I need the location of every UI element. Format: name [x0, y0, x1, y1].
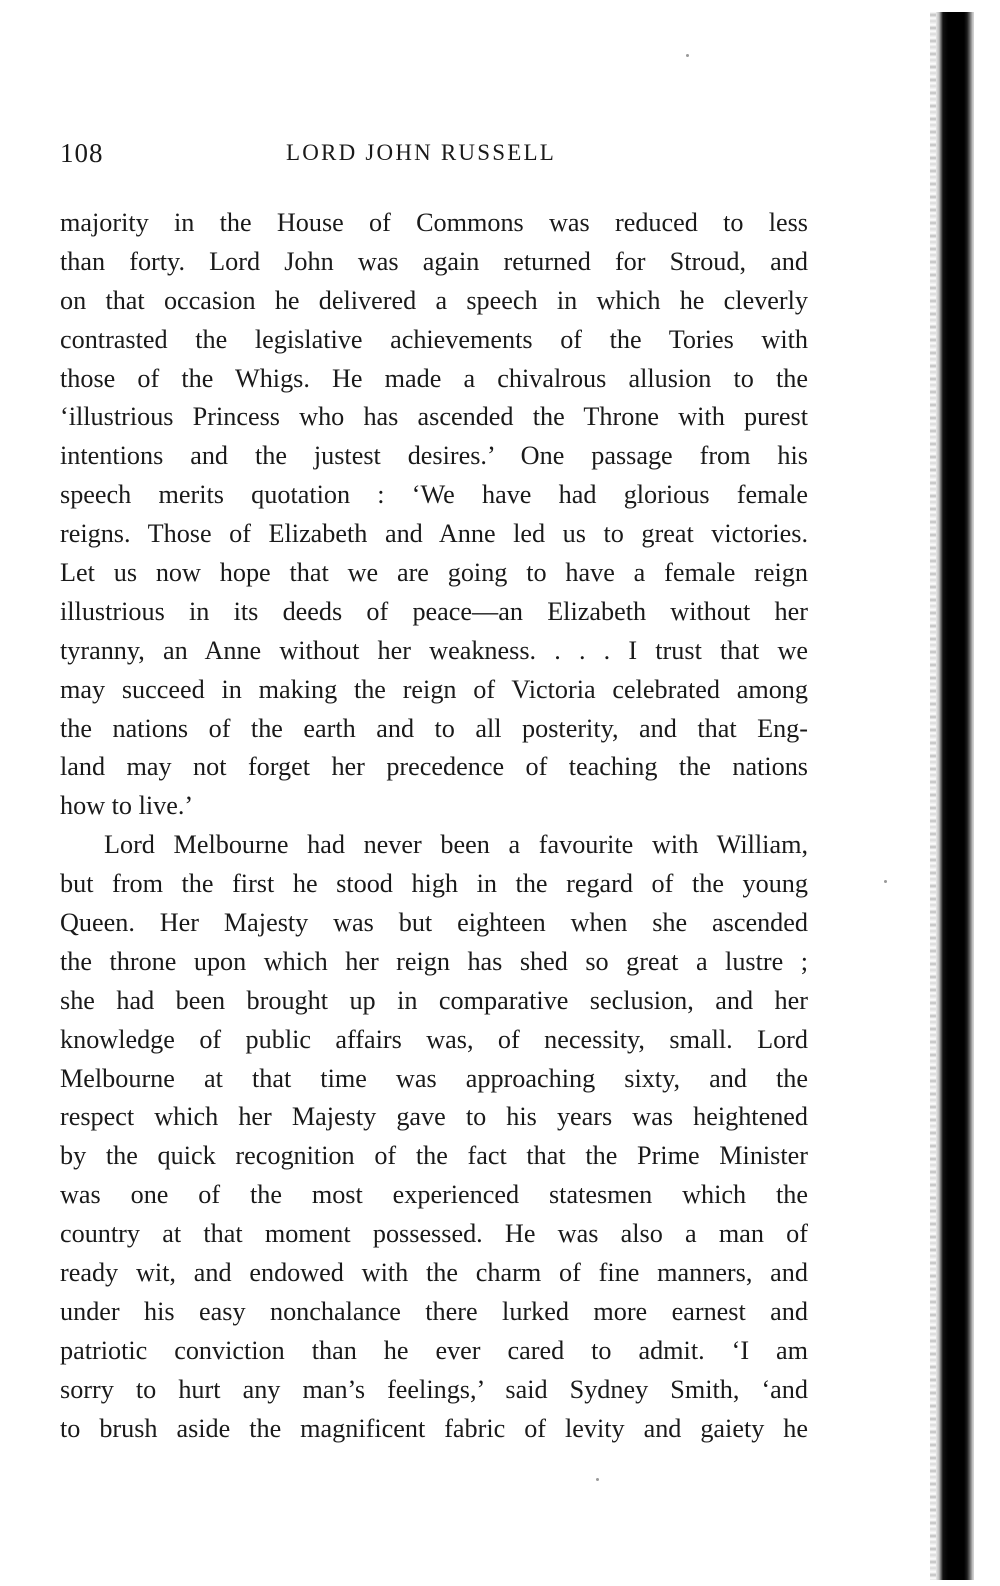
running-title: LORD JOHN RUSSELL [286, 140, 556, 165]
page-number: 108 [60, 138, 104, 168]
text-line: respect which her Majesty gave to his years was heightened [60, 1102, 808, 1132]
text-line: speech merits quotation : ‘We have had glorious female [60, 480, 808, 510]
text-line: those of the Whigs. He made a chivalrous allusion to the [60, 363, 808, 393]
body-text [60, 204, 808, 1449]
text-line: the nations of the earth and to all posterity, and that Eng- [60, 713, 808, 743]
text-line: intentions and the justest desires.’ One passage from his [60, 441, 808, 471]
text-line: but from the first he stood high in the regard of the young [60, 869, 808, 899]
paper-speck [686, 54, 689, 57]
text-line: may succeed in making the reign of Victoria celebrated among [60, 674, 808, 704]
text-line: country at that moment possessed. He was also a man of [60, 1219, 808, 1249]
text-line: Queen. Her Majesty was but eighteen when she ascended [60, 908, 808, 938]
text-line: illustrious in its deeds of peace—an Elizabeth without her [60, 596, 808, 626]
text-line: knowledge of public affairs was, of necessity, small. Lord [60, 1024, 808, 1054]
text-line: reigns. Those of Elizabeth and Anne led us to great victories. [60, 519, 808, 549]
paper-speck [884, 880, 887, 883]
text-line: by the quick recognition of the fact that the Prime Minister [60, 1141, 808, 1171]
text-line: she had been brought up in comparative seclusion, and her [60, 985, 808, 1015]
text-line: majority in the House of Commons was reduced to less [60, 208, 808, 237]
paper-speck [596, 1478, 599, 1481]
text-line: to brush aside the magnificent fabric of levity and gaiety he [60, 1413, 808, 1443]
text-line: was one of the most experienced statesmen which the [60, 1180, 808, 1210]
text-line: sorry to hurt any man’s feelings,’ said Sydney Smith, ‘and [60, 1374, 808, 1404]
book-spine-edge [936, 12, 974, 1580]
paragraph-end-line: how to live.’ [60, 791, 194, 821]
paragraph-start-line: Lord Melbourne had never been a favourite with William, [104, 830, 808, 860]
text-line: contrasted the legislative achievements of the Tories with [60, 324, 808, 354]
text-line: the throne upon which her reign has shed so great a lustre ; [60, 946, 808, 976]
text-line: than forty. Lord John was again returned for Stroud, and [60, 246, 808, 276]
text-line: land may not forget her precedence of teaching the nations [60, 752, 808, 782]
text-line: tyranny, an Anne without her weakness. . . . I trust that we [60, 635, 808, 665]
text-line: ready wit, and endowed with the charm of fine manners, and [60, 1258, 808, 1288]
text-line: patriotic conviction than he ever cared to admit. ‘I am [60, 1335, 808, 1365]
running-head [60, 138, 808, 174]
text-line: ‘illustrious Princess who has ascended the Throne with purest [60, 402, 808, 432]
text-line: Melbourne at that time was approaching sixty, and the [60, 1063, 808, 1093]
text-line: on that occasion he delivered a speech in which he cleverly [60, 285, 808, 315]
text-line: under his easy nonchalance there lurked more earnest and [60, 1296, 808, 1326]
text-line: Let us now hope that we are going to have a female reign [60, 558, 808, 588]
